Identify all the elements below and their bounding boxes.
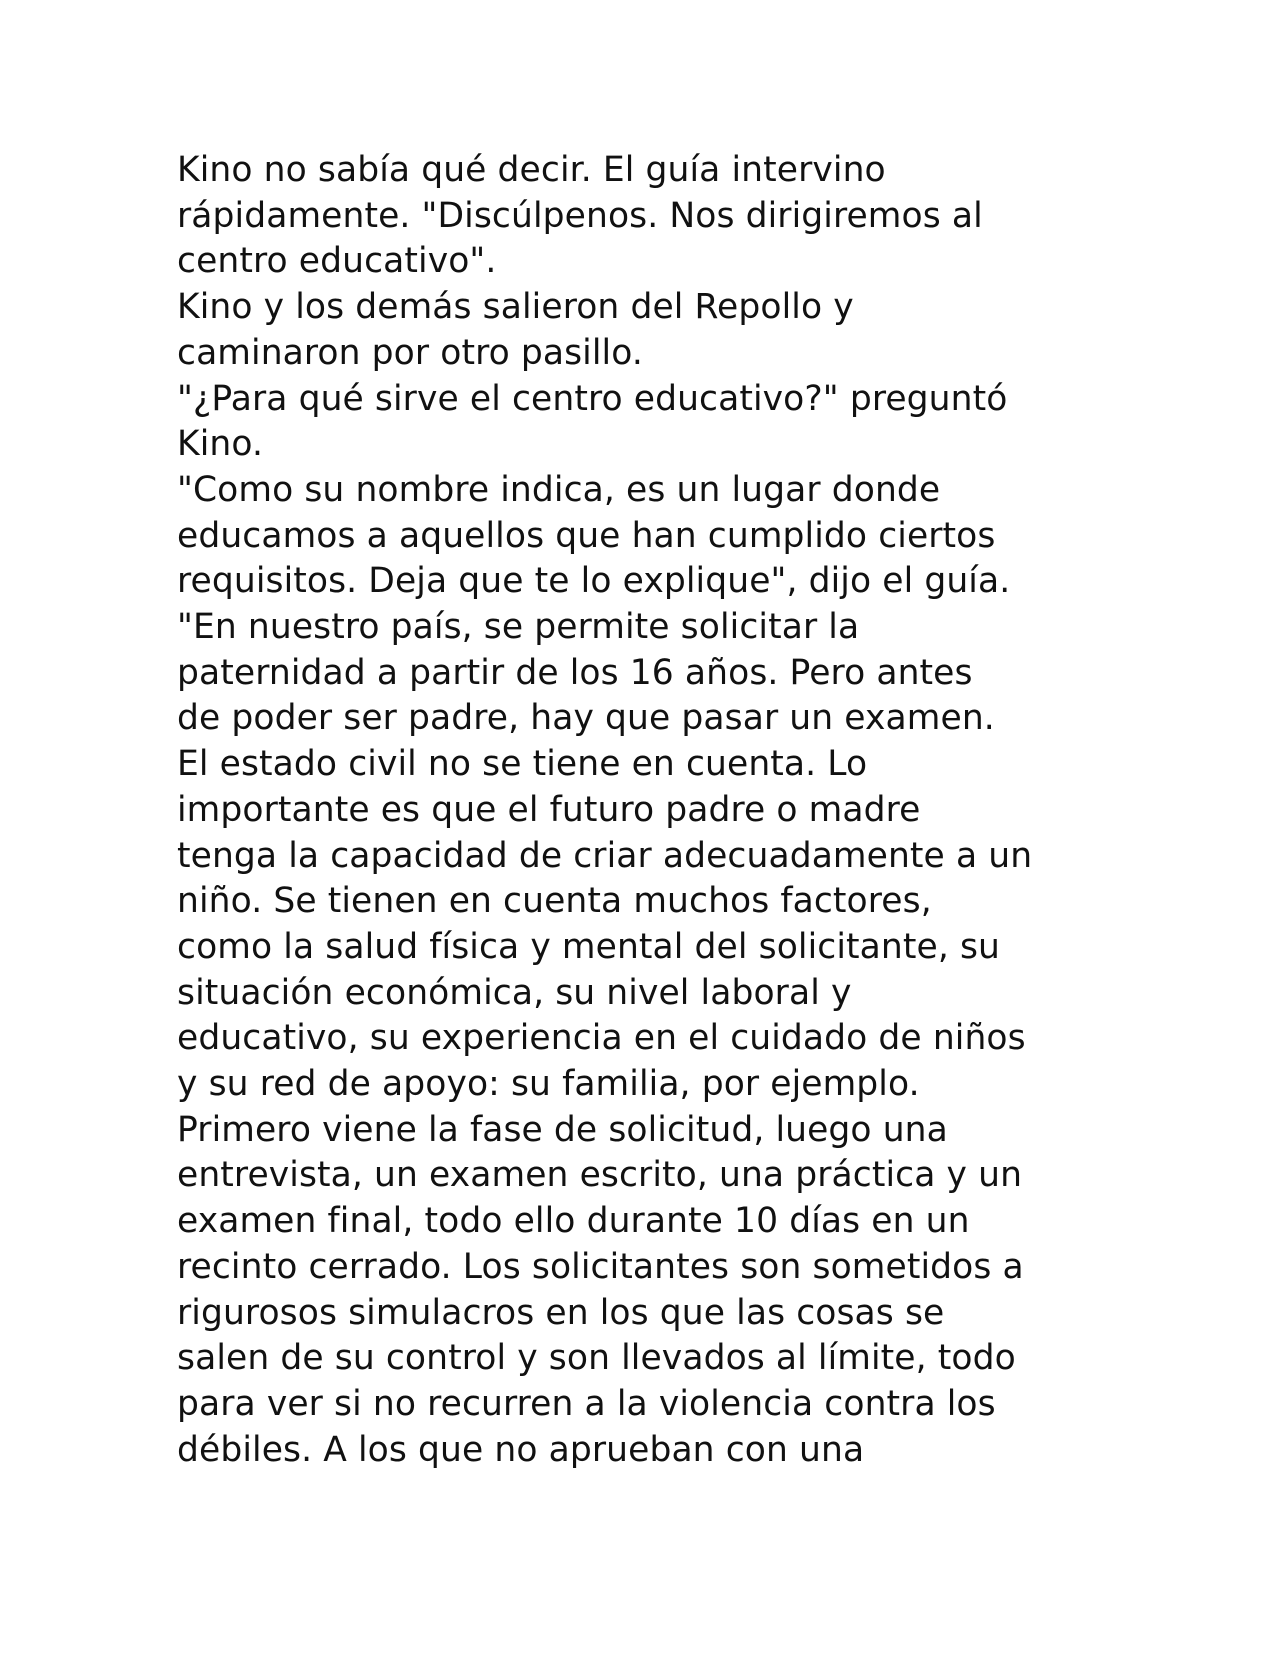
text-line: educamos a aquellos que han cumplido ciertos xyxy=(177,515,996,556)
text-line: Kino. xyxy=(177,424,264,465)
text-line: paternidad a partir de los 16 años. Pero antes xyxy=(177,652,973,693)
text-line: recinto cerrado. Los solicitantes son sometidos a xyxy=(177,1246,1024,1287)
text-line: entrevista, un examen escrito, una práctica y un xyxy=(177,1155,1023,1196)
body-text xyxy=(177,148,1237,1473)
text-line: "¿Para qué sirve el centro educativo?" preguntó xyxy=(177,378,1008,419)
text-line: "En nuestro país, se permite solicitar la xyxy=(177,607,860,648)
text-line: tenga la capacidad de criar adecuadamente a un xyxy=(177,835,1033,876)
text-line: situación económica, su nivel laboral y xyxy=(177,972,852,1013)
text-line: niño. Se tienen en cuenta muchos factores, xyxy=(177,881,932,922)
text-line: de poder ser padre, hay que pasar un examen. xyxy=(177,698,995,739)
text-line: educativo, su experiencia en el cuidado de niños xyxy=(177,1018,1026,1059)
text-line: importante es que el futuro padre o madre xyxy=(177,789,921,830)
text-line: salen de su control y son llevados al límite, todo xyxy=(177,1338,1016,1379)
text-line: y su red de apoyo: su familia, por ejemplo. xyxy=(177,1064,920,1105)
text-line: como la salud física y mental del solicitante, su xyxy=(177,926,1000,967)
text-line: requisitos. Deja que te lo explique", dijo el guía. xyxy=(177,561,1011,602)
text-line: centro educativo". xyxy=(177,241,497,282)
text-line: examen final, todo ello durante 10 días en un xyxy=(177,1201,970,1242)
text-line: débiles. A los que no aprueban con una xyxy=(177,1429,865,1470)
text-line: Primero viene la fase de solicitud, luego una xyxy=(177,1109,948,1150)
text-line: El estado civil no se tiene en cuenta. Lo xyxy=(177,744,868,785)
text-line: rápidamente. "Discúlpenos. Nos dirigiremos al xyxy=(177,195,983,236)
text-line: caminaron por otro pasillo. xyxy=(177,332,643,373)
text-line: para ver si no recurren a la violencia contra los xyxy=(177,1383,996,1424)
text-line: Kino no sabía qué decir. El guía intervino xyxy=(177,150,886,190)
text-line: "Como su nombre indica, es un lugar donde xyxy=(177,469,941,510)
text-line: rigurosos simulacros en los que las cosas se xyxy=(177,1292,945,1333)
text-line: Kino y los demás salieron del Repollo y xyxy=(177,287,854,328)
